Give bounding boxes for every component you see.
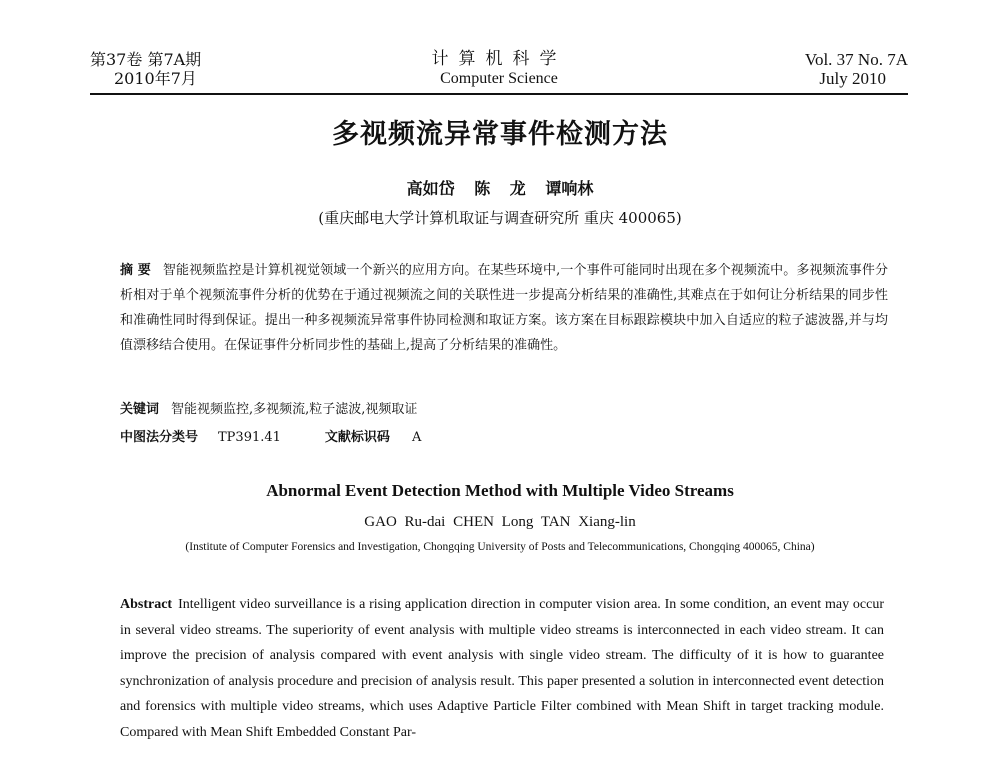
affiliation-en: (Institute of Computer Forensics and Investigation, Chongqing University of Posts and Telecommunications, Chongqing 400065, China) [185, 541, 815, 553]
authors-cn: 高如岱 陈 龙 谭响林 [406, 179, 594, 198]
authors-en: GAO Ru-dai CHEN Long TAN Xiang-lin [364, 514, 636, 530]
classification-line [120, 426, 888, 445]
abstract-cn [120, 258, 888, 358]
clc-code: TP391.41 [218, 430, 281, 445]
affiliation-cn: (重庆邮电大学计算机取证与调查研究所 重庆 400065) [318, 209, 682, 227]
clc-label: 中图法分类号 [120, 430, 199, 445]
journal-header [90, 50, 908, 94]
abstract-text-en: Intelligent video surveillance is a rising application direction in computer vision area. In some condition, an event may occur in several video streams. The superiority of event analysis with multiple video streams is interconnected in each video stream. It can improve the precision of analysis compared with event analysis with single video stream. The difficulty of it is how to guarantee synchronization of analysis procedure and precision of analysis result. This paper presented a solution in interconnected event detection and forensics with multiple video streams, which uses Adaptive Particle Filter combined with Mean Shift in target tracking module. Compared with Mean Shift Embedded Constant Par- [120, 597, 884, 740]
publication-date-cn: 2010年7月 [114, 69, 197, 88]
keywords-cn [120, 398, 888, 417]
header-center [90, 50, 908, 89]
abstract-en [120, 592, 884, 745]
abstract-text-cn: 智能视频监控是计算机视觉领域一个新兴的应用方向。在某些环境中,一个事件可能同时出现在多个视频流中。多视频流事件分析相对于单个视频流事件分析的优势在于通过视频流之间的关联性进一步提高分析结果的准确性,其难点在于如何让分析结果的同步性和准确性同时得到保证。提出一种多视频流异常事件协同检测和取证方案。该方案在目标跟踪模块中加入自适应的粒子滤波器,并与均值漂移结合使用。在保证事件分析同步性的基础上,提高了分析结果的准确性。 [120, 263, 888, 353]
journal-name-cn: 计算机科学 [431, 49, 567, 69]
doc-code: A [411, 430, 422, 445]
publication-date-en: July 2010 [819, 69, 886, 88]
volume-en: Vol. 37 No. 7A [804, 50, 908, 69]
keywords-label-cn: 关键词 [120, 402, 160, 417]
abstract-label-cn: 摘 要 [120, 263, 151, 278]
doc-code-label: 文献标识码 [324, 430, 390, 445]
header-rule [90, 93, 908, 95]
journal-name-en: Computer Science [440, 70, 558, 87]
paper-title-en: Abnormal Event Detection Method with Multiple Video Streams [266, 481, 734, 500]
header-right [805, 50, 908, 88]
keywords-text-cn: 智能视频监控,多视频流,粒子滤波,视频取证 [171, 402, 418, 417]
paper-title-cn: 多视频流异常事件检测方法 [332, 119, 668, 150]
volume-issue: 第37卷 第7A期 [90, 50, 202, 69]
abstract-label-en: Abstract [120, 597, 173, 612]
